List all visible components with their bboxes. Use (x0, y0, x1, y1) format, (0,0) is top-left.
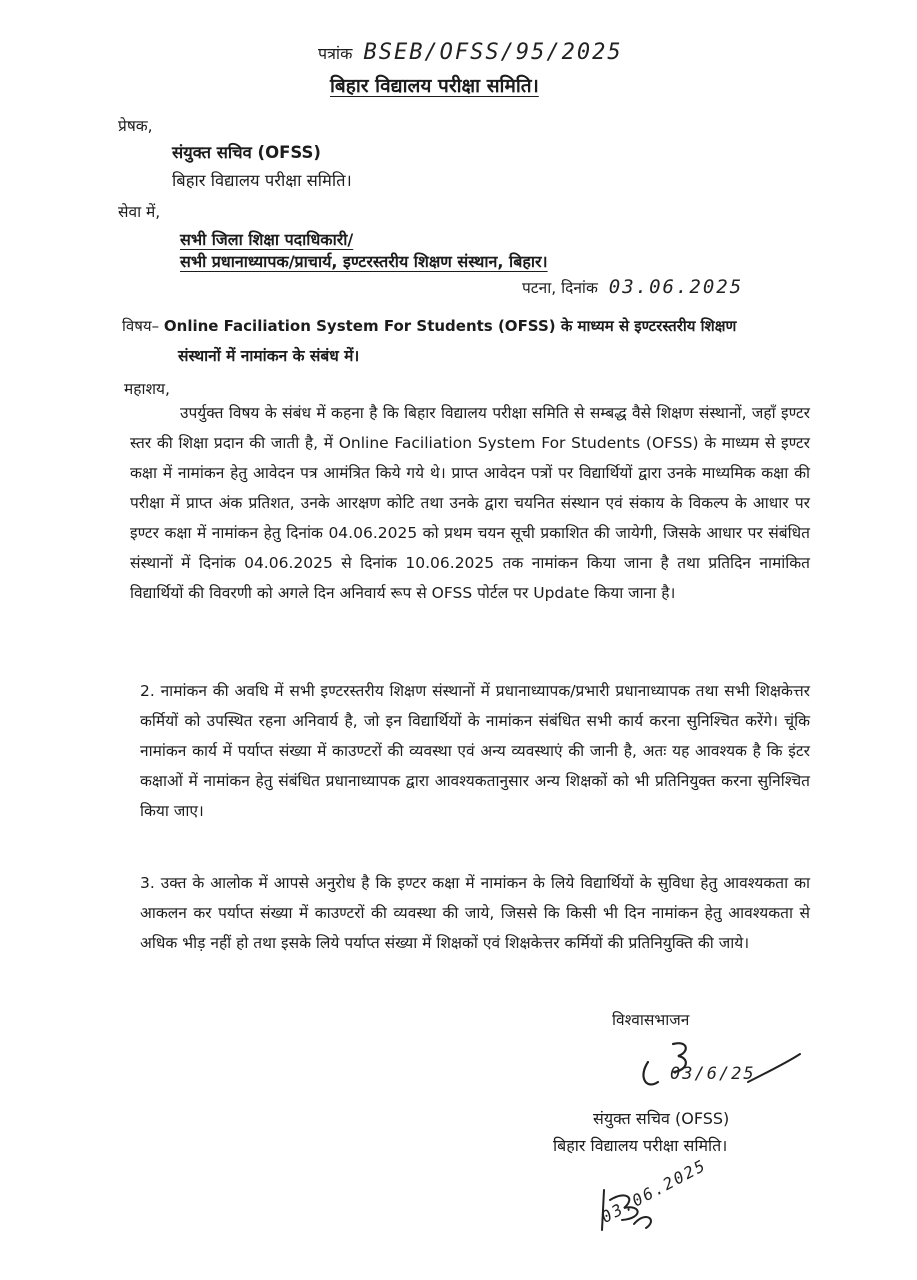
salutation: महाशय, (124, 380, 170, 398)
subject-line-1 (122, 316, 736, 336)
paragraph-1: उपर्युक्त विषय के संबंध में कहना है कि बिहार विद्यालय परीक्षा समिति से सम्बद्ध वैसे शिक्षण संस्थानों, जहाँ इण्टर स्तर की शिक्षा प्रदान की जाती है, में Online Faciliation System For Students (OFSS) के माध्यम से इण्टर कक्षा में नामांकन हेतु आवेदन पत्र आमंत्रित किये गये थे। प्राप्त आवेदन पत्रों पर विद्यार्थियों द्वारा उनके माध्यमिक कक्षा की परीक्षा में प्राप्त अंक प्रतिशत, उनके आरक्षण कोटि तथा उनके द्वारा चयनित संस्थान एवं संकाय के विकल्प के आधार पर इण्टर कक्षा में नामांकन हेतु दिनांक 04.06.2025 को प्रथम चयन सूची प्रकाशित की जायेगी, जिसके आधार पर संबंधित संस्थानों में दिनांक 04.06.2025 से दिनांक 10.06.2025 तक नामांकन किया जाना है तथा प्रतिदिन नामांकित विद्यार्थियों की विवरणी को अगले दिन अनिवार्य रूप से OFSS पोर्टल पर Update किया जाना है। (130, 404, 810, 602)
subject-text-1: Online Faciliation System For Students (OFSS) के माध्यम से इण्टरस्तरीय शिक्षण (163, 317, 737, 335)
sender-designation: संयुक्त सचिव (OFSS) (172, 143, 321, 162)
recipient-line-1: सभी जिला शिक्षा पदाधिकारी/ (180, 230, 354, 249)
reference-number: BSEB/OFSS/95/2025 (363, 40, 623, 65)
stamp-date: 03.06.2025 (598, 1155, 710, 1227)
closing-designation: संयुक्त सचिव (OFSS) (593, 1109, 730, 1128)
recipient-label: सेवा में, (118, 203, 161, 221)
date-line (522, 276, 743, 298)
subject-prefix: विषय– (122, 317, 160, 335)
subject-text-2: संस्थानों में नामांकन के संबंध में। (178, 347, 360, 365)
reference-line (318, 40, 623, 65)
paragraph-2: 2. नामांकन की अवधि में सभी इण्टरस्तरीय शिक्षण संस्थानों में प्रधानाध्यापक/प्रभारी प्रधानाध्यापक तथा सभी शिक्षकेत्तर कर्मियों को उपस्थित रहना अनिवार्य है, जो इन विद्यार्थियों के नामांकन संबंधित सभी कार्य करना सुनिश्चित करेंगे। चूंकि नामांकन कार्य में पर्याप्त संख्या में काउण्टरों की व्यवस्था एवं अन्य व्यवस्थाएं की जानी है, अतः यह आवश्यक है कि इंटर कक्षाओं में नामांकन हेतु संबंधित प्रधानाध्यापक द्वारा आवश्यकतानुसार अन्य शिक्षकों को भी प्रतिनियुक्त करना सुनिश्चित किया जाए। (140, 682, 810, 820)
signature-date: 03/6/25 (670, 1064, 756, 1084)
reference-label: पत्रांक (318, 44, 353, 63)
organization-title: बिहार विद्यालय परीक्षा समिति। (330, 75, 539, 97)
date-label: पटना, दिनांक (522, 279, 598, 297)
sender-organization: बिहार विद्यालय परीक्षा समिति। (172, 171, 352, 190)
closing-organization: बिहार विद्यालय परीक्षा समिति। (553, 1136, 728, 1155)
sender-label: प्रेषक, (118, 117, 153, 135)
paragraph-3: 3. उक्त के आलोक में आपसे अनुरोध है कि इण्टर कक्षा में नामांकन के लिये विद्यार्थियों के सुविधा हेतु आवश्यकता का आकलन कर पर्याप्त संख्या में काउण्टरों की व्यवस्था की जाये, जिससे कि किसी भी दिन नामांकन हेतु आवश्यकता से अधिक भीड़ नहीं हो तथा इसके लिये पर्याप्त संख्या में शिक्षकों एवं शिक्षकेत्तर कर्मियों की प्रतिनियुक्ति की जाये। (140, 874, 810, 952)
closing-label: विश्वासभाजन (612, 1011, 690, 1029)
recipient-line-2: सभी प्रधानाध्यापक/प्राचार्य, इण्टरस्तरीय शिक्षण संस्थान, बिहार। (180, 252, 548, 271)
letter-date: 03.06.2025 (608, 276, 744, 298)
